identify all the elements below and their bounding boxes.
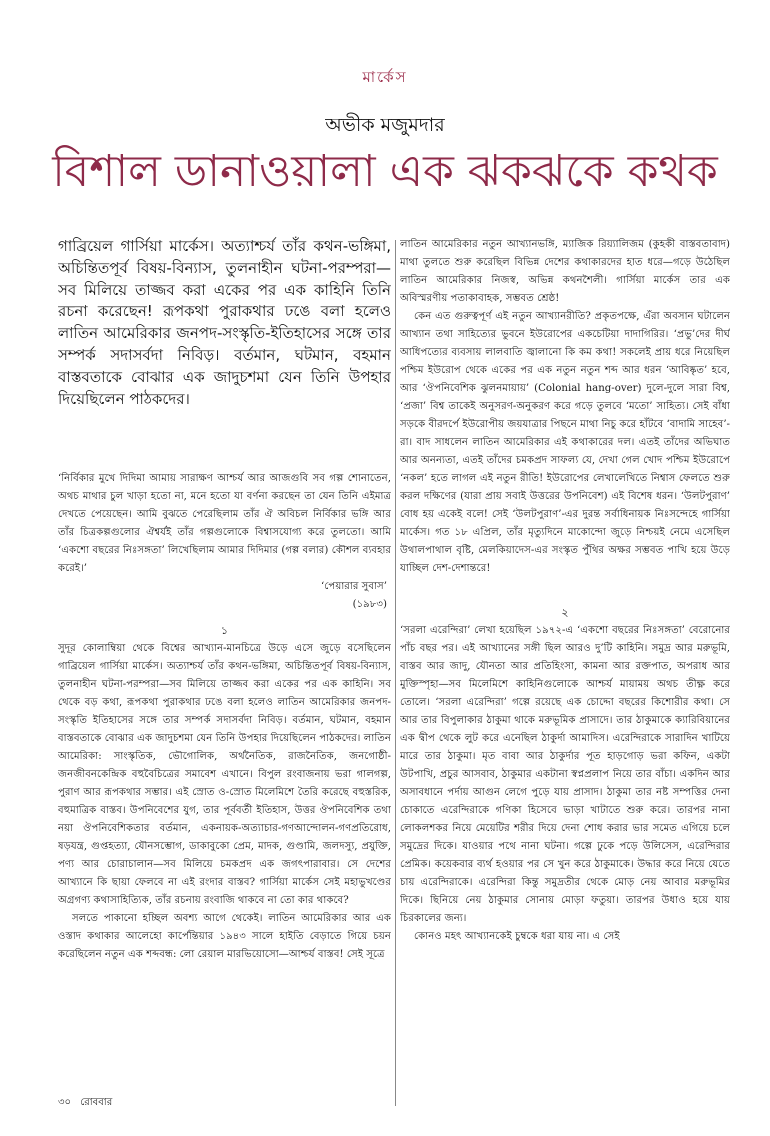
author-byline: অভীক মজুমদার — [325, 114, 445, 136]
right-column — [400, 236, 730, 1106]
section-number-2: ২ — [561, 606, 569, 619]
body-paragraph: ‘সরলা এরেন্দিরা’ লেখা হয়েছিল ১৯৭২-এ ‘একশো বছরের নিঃসঙ্গতা’ বেরোনোর পাঁচ বছর পর। এই আখ্যানের সঙ্গী ছিল আরও দু’টি কাহিনি। সমুদ্র আর মরুভূমি, বাস্তব আর জাদু, যৌনতা আর প্রতিহিংসা, কামনা আর রক্তপাত, অপরাধ আর মুক্তিস্পৃহা—সব মিলেমিশে কাহিনিগুলোকে আশ্চর্য মায়াময় অথচ তীক্ষ্ণ করে তোলে। ‘সরলা এরেন্দিরা’ গল্পে রয়েছে এক চোদ্দো বছরের কিশোরীর কথা। সে আর তার বিপুলাকার ঠাকুমা থাকে মরুভূমিক প্রাসাদে। তার ঠাকুমাকে ক্যারিবিয়ানের এক দ্বীপ থেকে লুট করে এনেছিল ঠাকুর্দা আমাদিস। এরেন্দিরাকে সারাদিন খাটিয়ে মারে তার ঠাকুমা। মৃত বাবা আর ঠাকুর্দার পূত হাড়গোড় ভরা কফিন, একটা উটপাখি, প্রচুর আসবাব, ঠাকুমার একটানা স্বপ্নপ্রলাপ নিয়ে তার বাঁচা। একদিন আর অসাবধানে পর্দায় আগুন লেগে পুড়ে যায় প্রাসাদ। ঠাকুমা তার নষ্ট সম্পত্তির দেনা চোকাতে এরেন্দিরাকে গণিকা হিসেবে ভাড়া খাটাতে শুরু করে। তারপর নানা লোকলশকর নিয়ে মেয়েটির শরীর দিয়ে দেনা শোধ করার ভার সমেত এগিয়ে চলে সমুদ্রের দিকে। যাওয়ার পথে নানা ঘটনা। গল্পে ঢুকে পড়ে উলিসেস, এরেন্দিরার প্রেমিক। কয়েকবার ব্যর্থ হওয়ার পর সে খুন করে ঠাকুমাকে। উদ্ধার করে নিয়ে যেতে চায় এরেন্দিরাকে। এরেন্দিরা কিন্তু সমুদ্রতীর থেকে মোড় নেয় আবার মরুভূমির দিকে। ছিনিয়ে নেয় ঠাকুমার সোনায় মোড়া ফতুয়া। তারপর উধাও হয়ে যায় চিরকালের জন্য। — [400, 625, 730, 924]
article-headline: বিশাল ডানাওয়ালা এক ঝকঝকে কথক — [52, 146, 718, 197]
left-column — [58, 236, 391, 1096]
body-paragraph: কেন এত গুরুত্বপূর্ণ এই নতুন আখ্যানরীতি? প্রকৃতপক্ষে, এঁরা অবসান ঘটালেন আখ্যান তথা সাহিত্যের ভুবনে ইউরোপের একচেটিয়া দাদাগিরির। ‘প্রভু’দের দীর্ঘ আধিপত্যের ব্যবসায় লালবাতি জ্বালানো কি কম কথা! সকলেই প্রায় ধরে নিয়েছিল পশ্চিম ইউরোপ থেকে একের পর এক নতুন নতুন শব্দ আর ধরন ‘আবিষ্কৃত’ হবে, আর ‘ঔপনিবেশিক ঝুলনমায়ায়’ (Colonial hang-over) দুলে-দুলে সারা বিশ্ব, ‘প্রজা’ বিশ্ব তাকেই অনুসরণ-অনুকরণ করে গড়ে তুলবে ‘মতো’ সাহিত্য। সেই বাঁধা সড়কে বীরদর্পে ইউরোপীয় জয়যাত্রার পিছনে মাথা নিচু করে হাঁটবে ‘বাদামি সাহেব’-রা। বাদ সাধলেন লাতিন আমেরিকার এই কথাকারের দল। এতই তাঁদের অভিঘাত আর অনন্যতা, এতই তাঁদের চমকপ্রদ সাফল্য যে, দেখা গেল খোদ পশ্চিম ইউরোপে ‘নকল’ হতে লাগল এই নতুন রীতি! ইউরোপের লেখালেখিতে নিশ্বাস ফেলতে শুরু করল দক্ষিণের (যারা প্রায় সবাই উত্তরের উপনিবেশ) এই বিশেষ ধরন। ‘উলটপুরাণ’ বোধ হয় একেই বলে! সেই ‘উলটপুরাণ’-এর দুরন্ত সর্বাধিনায়ক নিঃসন্দেহে গার্সিয়া মার্কেস। গত ১৮ এপ্রিল, তাঁর মৃত্যুদিনে মাকোন্দো জুড়ে নিশ্চয়ই নেমে এসেছিল উথালপাথাল বৃষ্টি, মেলকিয়াদেস-এর সংস্কৃত পুঁথির অক্ষর সম্ভবত পাখি হয়ে উড়ে যাচ্ছিল দেশ-দেশান্তরে! — [400, 311, 730, 574]
supplement-name: রোববার — [80, 1097, 113, 1108]
body-paragraph: কোনও মহৎ আখ্যানকেই চুম্বকে ধরা যায় না। এ সেই — [414, 931, 620, 942]
page-footer — [58, 1095, 112, 1112]
epigraph-year: (১৯৮৩) — [352, 599, 387, 611]
epigraph-text: ‘নির্বিকার মুখে দিদিমা আমায় সারাক্ষণ আশ্চর্য আর আজগুবি সব গল্প শোনাতেন, অথচ মাথার চুল খাড়া হতো না, মনে হতো যা বর্ণনা করছেন তা যেন তিনি এইমাত্র দেখতে পেয়েছেন। আমি বুঝতে পেরেছিলাম তাঁর ঐ অবিচল নির্বিকার ভঙ্গি আর তাঁর চিত্রকল্পগুলোর ঐশ্বর্যই তাঁর গল্পগুলোকে বিশ্বাসযোগ্য করে তুলতো। আমি ‘একশো বছরের নিঃসঙ্গতা’ লিখেছিলাম আমার দিদিমার (গল্প বলার) কৌশল ব্যবহার করেই।’ — [58, 473, 391, 575]
page-number: ৩০ — [58, 1097, 72, 1108]
column-divider — [395, 240, 396, 1106]
body-paragraph: সলতে পাকানো হচ্ছিল অবশ্য আগে থেকেই। লাতিন আমেরিকার আর এক ওস্তাদ কথাকার আলেহো কার্পেন্তিয়ার ১৯৪৩ সালে হাইতি বেড়াতে গিয়ে চয়ন করেছিলেন নতুন এক শব্দবন্ধ: লো রেয়াল মারভিয়োসো—আশ্চর্য বাস্তব! সেই সূত্রে — [58, 913, 391, 961]
epigraph-attribution — [58, 578, 391, 614]
intro-paragraph: গাব্রিয়েল গার্সিয়া মার্কেস। অত্যাশ্চর্য তাঁর কথন-ভঙ্গিমা, অচিন্তিতপূর্ব বিষয়-বিন্যাস, তুলনাহীন ঘটনা-পরম্পরা—সব মিলিয়ে তাজ্জব করা একের পর এক কাহিনি তিনি রচনা করেছেন! রূপকথা পুরাকথার ঢঙে বলা হলেও লাতিন আমেরিকার জনপদ-সংস্কৃতি-ইতিহাসের সঙ্গে তার সম্পর্ক সদাসর্বদা নিবিড়। বর্তমান, ঘটমান, বহমান বাস্তবতাকে বোঝার এক জাদুচশমা যেন তিনি উপহার দিয়েছিলেন পাঠকদের। — [58, 237, 391, 408]
body-paragraph: সুদূর কোলাম্বিয়া থেকে বিশ্বের আখ্যান-মানচিত্রে উড়ে এসে জুড়ে বসেছিলেন গাব্রিয়েল গার্সিয়া মার্কেস। অত্যাশ্চর্য তাঁর কথন-ভঙ্গিমা, অচিন্তিতপূর্ব বিষয়-বিন্যাস, তুলনাহীন ঘটনা-পরম্পরা—সব মিলিয়ে তাজ্জব করা একের পর এক কাহিনি। সব থেকে বড় কথা, রূপকথা পুরাকথার ঢঙে বলা হলেও লাতিন আমেরিকার জনপদ-সংস্কৃতি ইতিহাসের সঙ্গে তার সম্পর্ক সদাসর্বদা নিবিড়। বর্তমান, ঘটমান, বহমান বাস্তবতাকে বোঝার এক জাদুচশমা যেন তিনি উপহার দিয়েছিলেন পাঠকদের। লাতিন আমেরিকা: সাংস্কৃতিক, ভৌগোলিক, অর্থনৈতিক, রাজনৈতিক, জনগোষ্ঠী-জনজীবনকেন্দ্রিক বহুবৈচিত্রের সমাবেশ এখানে। বিপুল রংবাজনায় ভরা গালগল্প, পুরাণ আর রূপকথার সম্ভার। এই স্রোত ও-স্রোত মিলেমিশে তৈরি করেছে বহুস্তরিক, বহুমাত্রিক বাস্তব। উপনিবেশের যুগ, তার পূর্ববর্তী ইতিহাস, উত্তর ঔপনিবেশিক তথা নয়া ঔপনিবেশিকতার বর্তমান, একনায়ক-অত্যাচার-গণআন্দোলন-গণপ্রতিরোধ, ষড়যন্ত্র, গুপ্তহত্যা, যৌনসম্ভোগ, ডাকাবুকো প্রেম, মাদক, গুণ্ডামি, জলদস্যু, প্রযুক্তি, পণ্য আর চোরাচালান—সব মিলিয়ে চমকপ্রদ এক জগৎপারাবার। সে দেশের আখ্যানে কি ছায়া ফেলবে না এই রংদার বাস্তব? গার্সিয়া মার্কেস সেই মহাভুখণ্ডের অগ্রগণ্য কথাসাহিত্যিক, তাঁর রচনায় রংবাজি থাকবে না তো কার থাকবে? — [58, 643, 391, 907]
epigraph-source: ‘পেয়ারার সুবাস’ — [321, 581, 387, 593]
section-label: মার্কেস — [362, 68, 408, 86]
intro-block — [58, 236, 391, 410]
section-number-1: ১ — [220, 624, 229, 638]
epigraph-quote — [58, 470, 391, 614]
body-paragraph: লাতিন আমেরিকার নতুন আখ্যানভঙ্গি, ম্যাজিক রিয়্যালিজম (কুহকী বাস্তবতাবাদ) মাথা তুলতে শুরু করেছিল বিভিন্ন দেশের কথাকারদের হাত ধরে—গড়ে উঠেছিল লাতিন আমেরিকার নিজস্ব, অভিন্ন কথনশৈলী। গার্সিয়া মার্কেস তার এক অবিস্মরণীয় পতাকাবাহক, সম্ভবত শ্রেষ্ঠ! — [400, 239, 730, 304]
